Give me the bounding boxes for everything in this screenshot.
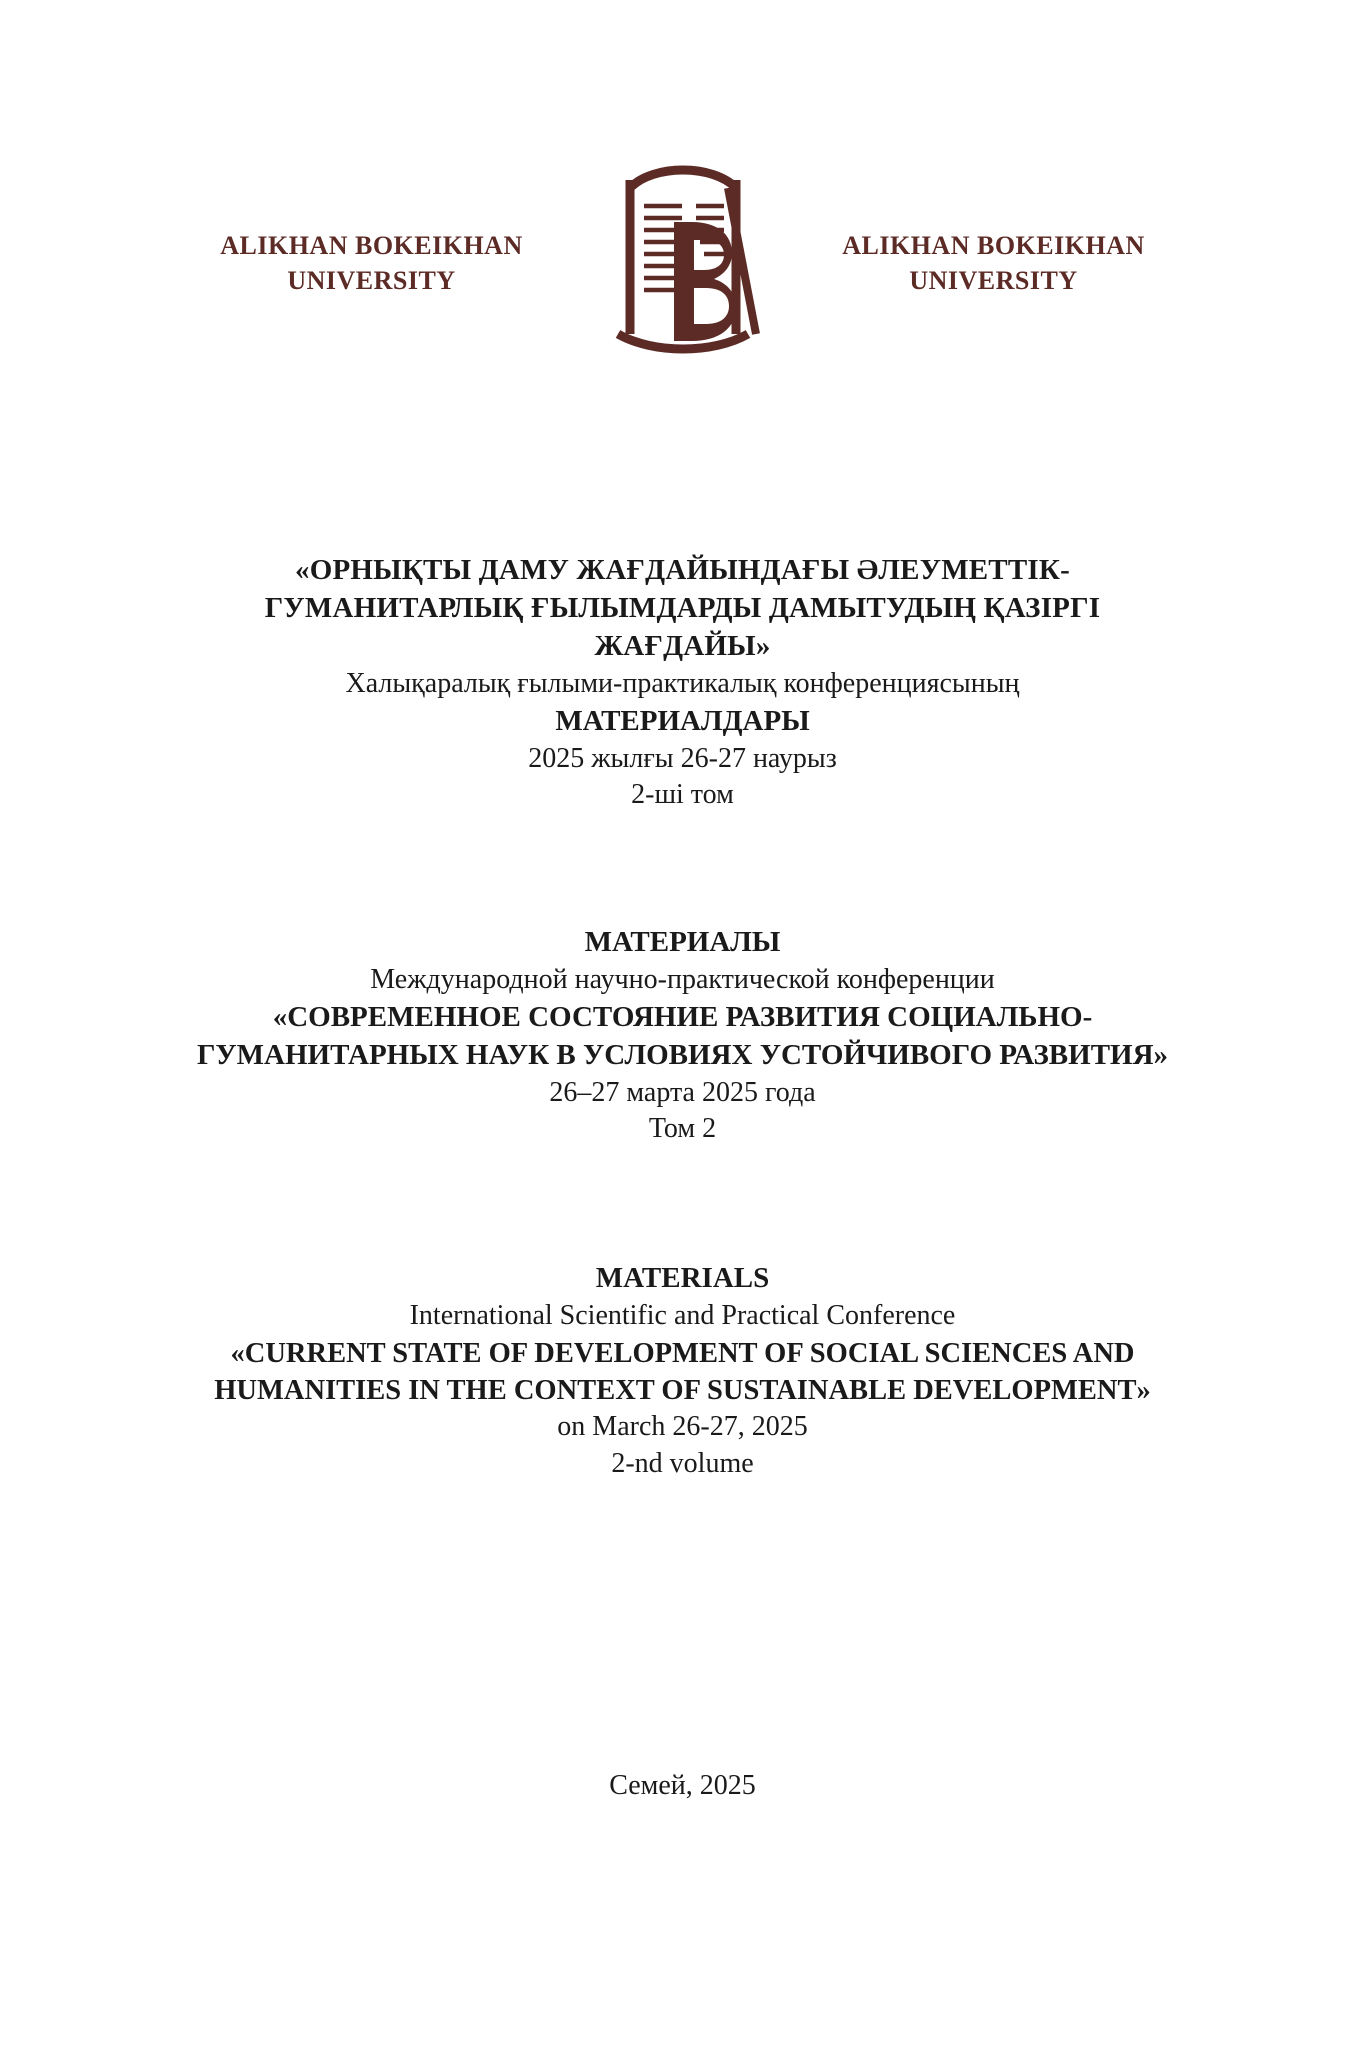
kazakh-volume: 2-ші том bbox=[631, 779, 734, 811]
english-date: on March 26-27, 2025 bbox=[557, 1411, 808, 1443]
english-title-line-1: «CURRENT STATE OF DEVELOPMENT OF SOCIAL SCIENCES AND bbox=[230, 1337, 1135, 1369]
english-materials-label: MATERIALS bbox=[595, 1261, 770, 1294]
kazakh-title-line-1: «ОРНЫҚТЫ ДАМУ ЖАҒДАЙЫНДАҒЫ ӘЛЕУМЕТТІК- bbox=[295, 554, 1070, 586]
russian-date: 26–27 марта 2025 года bbox=[549, 1076, 816, 1108]
english-conference-name: International Scientific and Practical Conference bbox=[409, 1299, 956, 1331]
russian-conference-name: Международной научно-практической конференции bbox=[370, 963, 995, 995]
alikhan-bokeikhan-university-logo-icon bbox=[578, 148, 788, 378]
page-header bbox=[0, 0, 1365, 378]
university-name-left: ALIKHAN BOKEIKHAN UNIVERSITY bbox=[220, 230, 523, 295]
kazakh-conference-name: Халықаралық ғылыми-практикалық конференциясының bbox=[345, 667, 1020, 699]
kazakh-title-line-2: ГУМАНИТАРЛЫҚ ҒЫЛЫМДАРДЫ ДАМЫТУДЫҢ ҚАЗІРГІ bbox=[264, 591, 1101, 624]
english-title-line-2: HUMANITIES IN THE CONTEXT OF SUSTAINABLE DEVELOPMENT» bbox=[214, 1374, 1151, 1406]
kazakh-materials-label: МАТЕРИАЛДАРЫ bbox=[555, 704, 810, 737]
russian-section bbox=[93, 924, 1273, 1148]
english-volume: 2-nd volume bbox=[611, 1447, 754, 1479]
kazakh-date: 2025 жылғы 26-27 наурыз bbox=[528, 742, 837, 774]
kazakh-title-line-3: ЖАҒДАЙЫ» bbox=[594, 629, 771, 662]
english-section bbox=[93, 1260, 1273, 1483]
university-name-right: ALIKHAN BOKEIKHAN UNIVERSITY bbox=[842, 230, 1145, 295]
russian-materials-label: МАТЕРИАЛЫ bbox=[584, 925, 781, 958]
russian-title-line-1: «СОВРЕМЕННОЕ СОСТОЯНИЕ РАЗВИТИЯ СОЦИАЛЬНО- bbox=[272, 1000, 1093, 1033]
kazakh-section bbox=[93, 552, 1273, 814]
russian-title-line-2: ГУМАНИТАРНЫХ НАУК В УСЛОВИЯХ УСТОЙЧИВОГО РАЗВИТИЯ» bbox=[196, 1038, 1169, 1071]
publication-place-year: Семей, 2025 bbox=[609, 1770, 756, 1801]
russian-volume: Том 2 bbox=[648, 1113, 717, 1145]
